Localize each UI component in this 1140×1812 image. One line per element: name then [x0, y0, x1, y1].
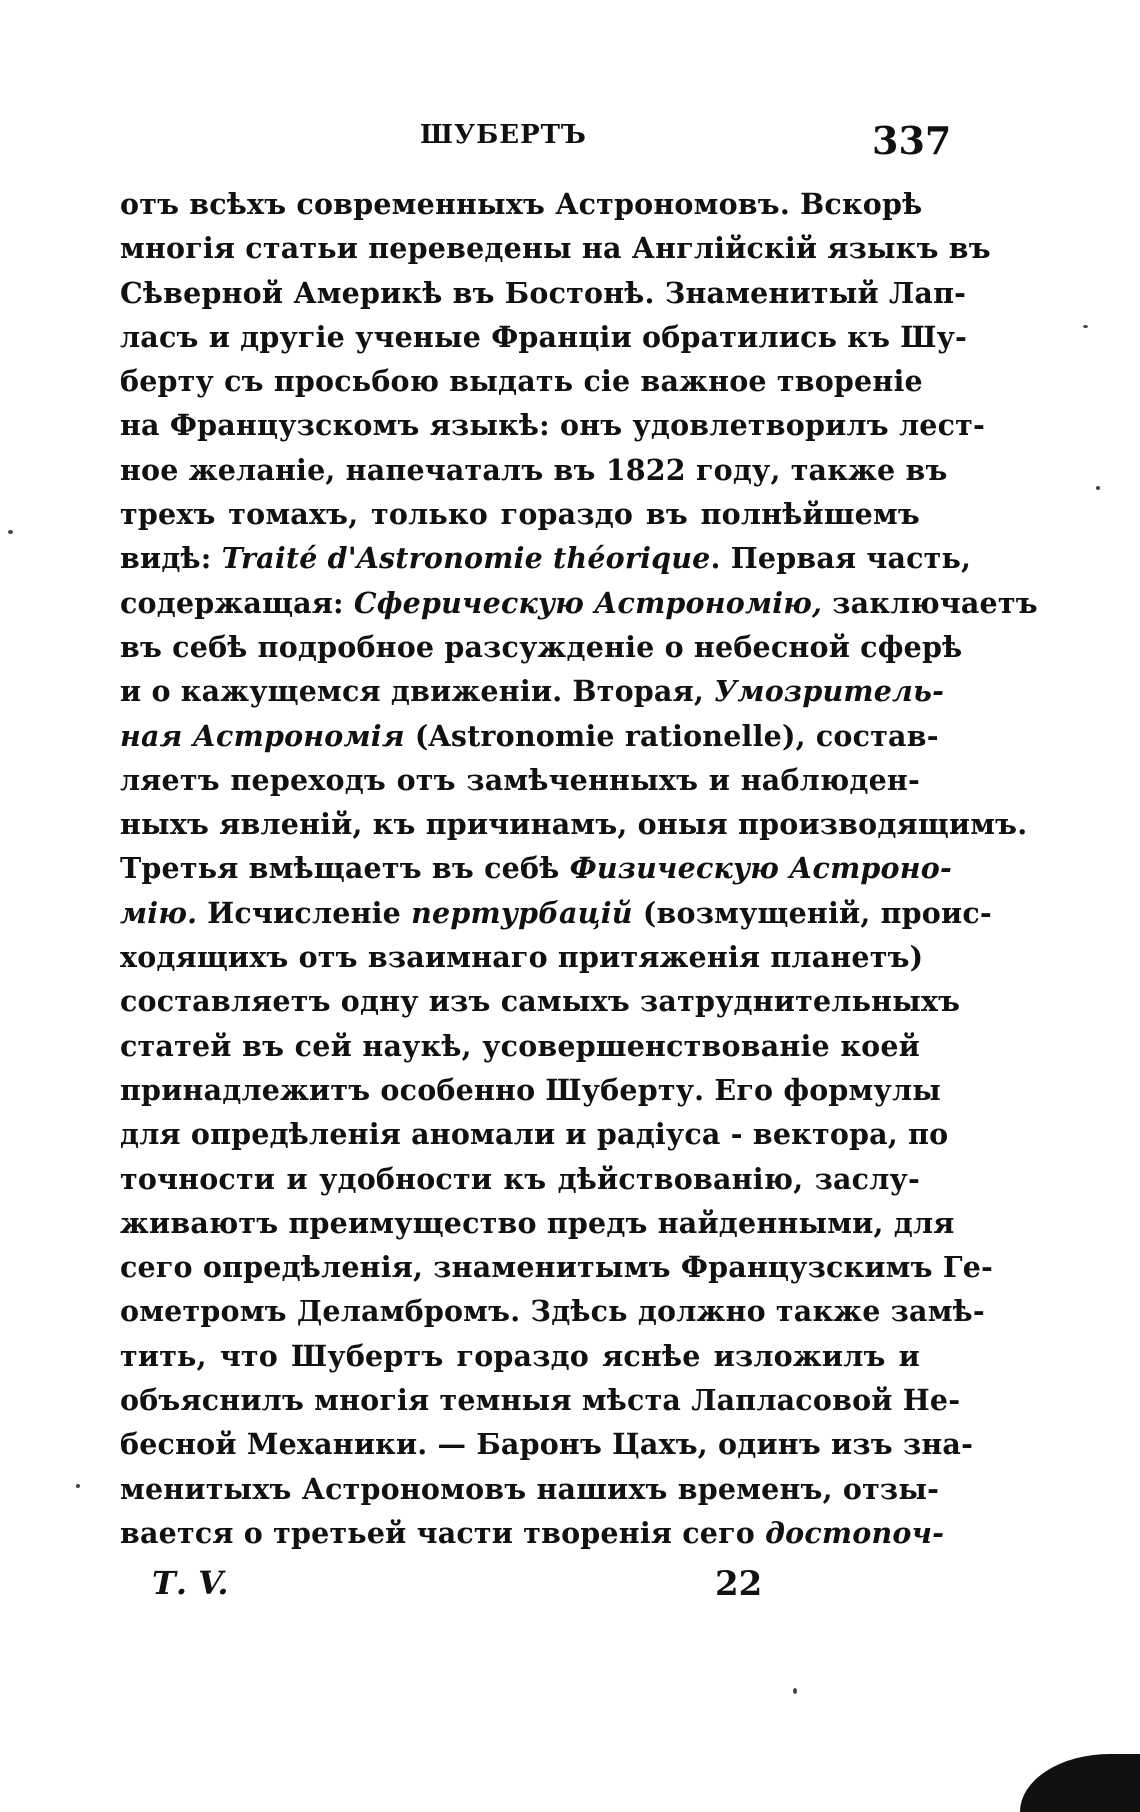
italic-text: Умозритель-	[714, 674, 945, 709]
text-segment: бесной Механики. — Баронъ Цахъ, одинъ изъ зна-	[120, 1427, 974, 1462]
text-segment: ляетъ переходъ отъ замѣченныхъ и наблюден-	[120, 762, 920, 797]
text-line	[120, 802, 1028, 846]
text-segment: въ себѣ подробное разсужденіе о небесной сферѣ	[120, 629, 963, 664]
speck	[8, 530, 13, 534]
text-segment: заключаетъ	[822, 585, 1038, 620]
text-segment: сего опредѣленія, знаменитымъ Французскимъ Ге-	[120, 1250, 994, 1285]
text-line	[120, 1422, 974, 1466]
text-segment: ное желаніе, напечаталъ въ 1822 году, также въ	[120, 452, 948, 487]
sheet-number: 22	[715, 1564, 763, 1604]
text-line	[120, 714, 939, 758]
text-line	[120, 1024, 920, 1068]
text-segment: многія статьи переведены на Англійскій языкъ въ	[120, 231, 991, 266]
text-line	[120, 1157, 920, 1201]
text-segment: статей въ сей наукѣ, усовершенствованіе коей	[120, 1028, 920, 1063]
text-segment: (Astronomie rationelle), состав-	[404, 718, 939, 753]
text-segment: содержащая:	[120, 585, 354, 620]
text-line	[120, 403, 986, 447]
text-segment: Исчисленіе	[197, 895, 412, 930]
text-segment: отъ всѣхъ современныхъ Астрономовъ. Вскорѣ	[120, 187, 923, 221]
text-segment: ныхъ явленій, къ причинамъ, оныя производящимъ.	[120, 807, 1028, 842]
text-line	[120, 581, 1038, 625]
text-line	[120, 182, 923, 226]
italic-text: достопоч-	[765, 1515, 945, 1550]
text-line	[120, 492, 920, 536]
speck	[1096, 486, 1100, 490]
text-line	[120, 1334, 920, 1378]
text-segment: точности и удобности къ дѣйствованію, заслу-	[120, 1161, 920, 1196]
italic-text: ная Астрономія	[120, 718, 405, 753]
italic-text: Физическую Астроно-	[569, 851, 952, 886]
italic-text: пертурбацій	[411, 895, 633, 930]
text-line	[120, 1068, 942, 1112]
text-line	[120, 846, 952, 890]
text-line	[120, 625, 963, 669]
text-segment: для опредѣленія аномали и радіуса - вектора, по	[120, 1117, 949, 1152]
text-segment: Сѣверной Америкѣ въ Бостонѣ. Знаменитый Лап-	[120, 275, 967, 310]
text-segment: Третья вмѣщаетъ въ себѣ	[120, 851, 570, 886]
ink-blot	[1020, 1754, 1140, 1812]
italic-text: мію.	[120, 895, 198, 930]
text-line	[120, 271, 967, 315]
text-segment: вается о третьей части творенія сего	[120, 1515, 766, 1550]
italic-text: Сферическую Астрономію,	[353, 585, 823, 620]
text-line	[120, 891, 992, 935]
text-segment: ласъ и другіе ученые Франціи обратились къ Шу-	[120, 319, 968, 354]
body-text	[120, 182, 1038, 1555]
page-number: 337	[872, 118, 952, 163]
text-line	[120, 1467, 940, 1511]
text-line	[120, 1511, 945, 1555]
text-line	[120, 1378, 961, 1422]
text-line	[120, 359, 923, 403]
text-line	[120, 979, 961, 1023]
text-line	[120, 226, 991, 270]
speck	[793, 1688, 797, 1694]
text-line	[120, 1289, 985, 1333]
text-segment: ходящихъ отъ взаимнаго притяженія планетъ)	[120, 940, 924, 975]
text-segment: тить, что Шубертъ гораздо яснѣе изложилъ и	[120, 1338, 920, 1373]
text-segment: на Французскомъ языкѣ: онъ удовлетворилъ лест-	[120, 408, 986, 443]
text-line	[120, 315, 968, 359]
text-line	[120, 1245, 994, 1289]
text-segment: ометромъ Деламбромъ. Здѣсь должно также замѣ-	[120, 1294, 985, 1329]
speck	[76, 1484, 80, 1488]
text-line	[120, 758, 920, 802]
text-segment: объяснилъ многія темныя мѣста Лапласовой Не-	[120, 1383, 961, 1418]
text-line	[120, 935, 924, 979]
text-line	[120, 448, 948, 492]
text-segment: менитыхъ Астрономовъ нашихъ временъ, отзы-	[120, 1471, 940, 1506]
volume-signature: Т. V.	[152, 1564, 229, 1602]
running-head: ШУБЕРТЪ	[420, 120, 587, 150]
italic-text: Traité d'Astronomie théorique	[221, 541, 711, 576]
speck	[1083, 325, 1088, 328]
text-line	[120, 1112, 949, 1156]
text-segment: живаютъ преимущество предъ найденными, для	[120, 1205, 955, 1240]
text-segment: и о кажущемся движеніи. Вторая,	[120, 674, 715, 709]
text-segment: . Первая часть,	[710, 541, 972, 576]
text-line	[120, 669, 945, 713]
text-segment: берту съ просьбою выдать сіе важное твореніе	[120, 364, 923, 399]
text-line	[120, 1201, 955, 1245]
text-segment: составляетъ одну изъ самыхъ затруднительныхъ	[120, 984, 961, 1019]
text-segment: принадлежитъ особенно Шуберту. Его формулы	[120, 1072, 942, 1107]
text-segment: трехъ томахъ, только гораздо въ полнѣйшемъ	[120, 497, 920, 532]
text-segment: видѣ:	[120, 541, 222, 576]
text-line	[120, 536, 972, 580]
text-segment: (возмущеній, проис-	[632, 895, 992, 930]
